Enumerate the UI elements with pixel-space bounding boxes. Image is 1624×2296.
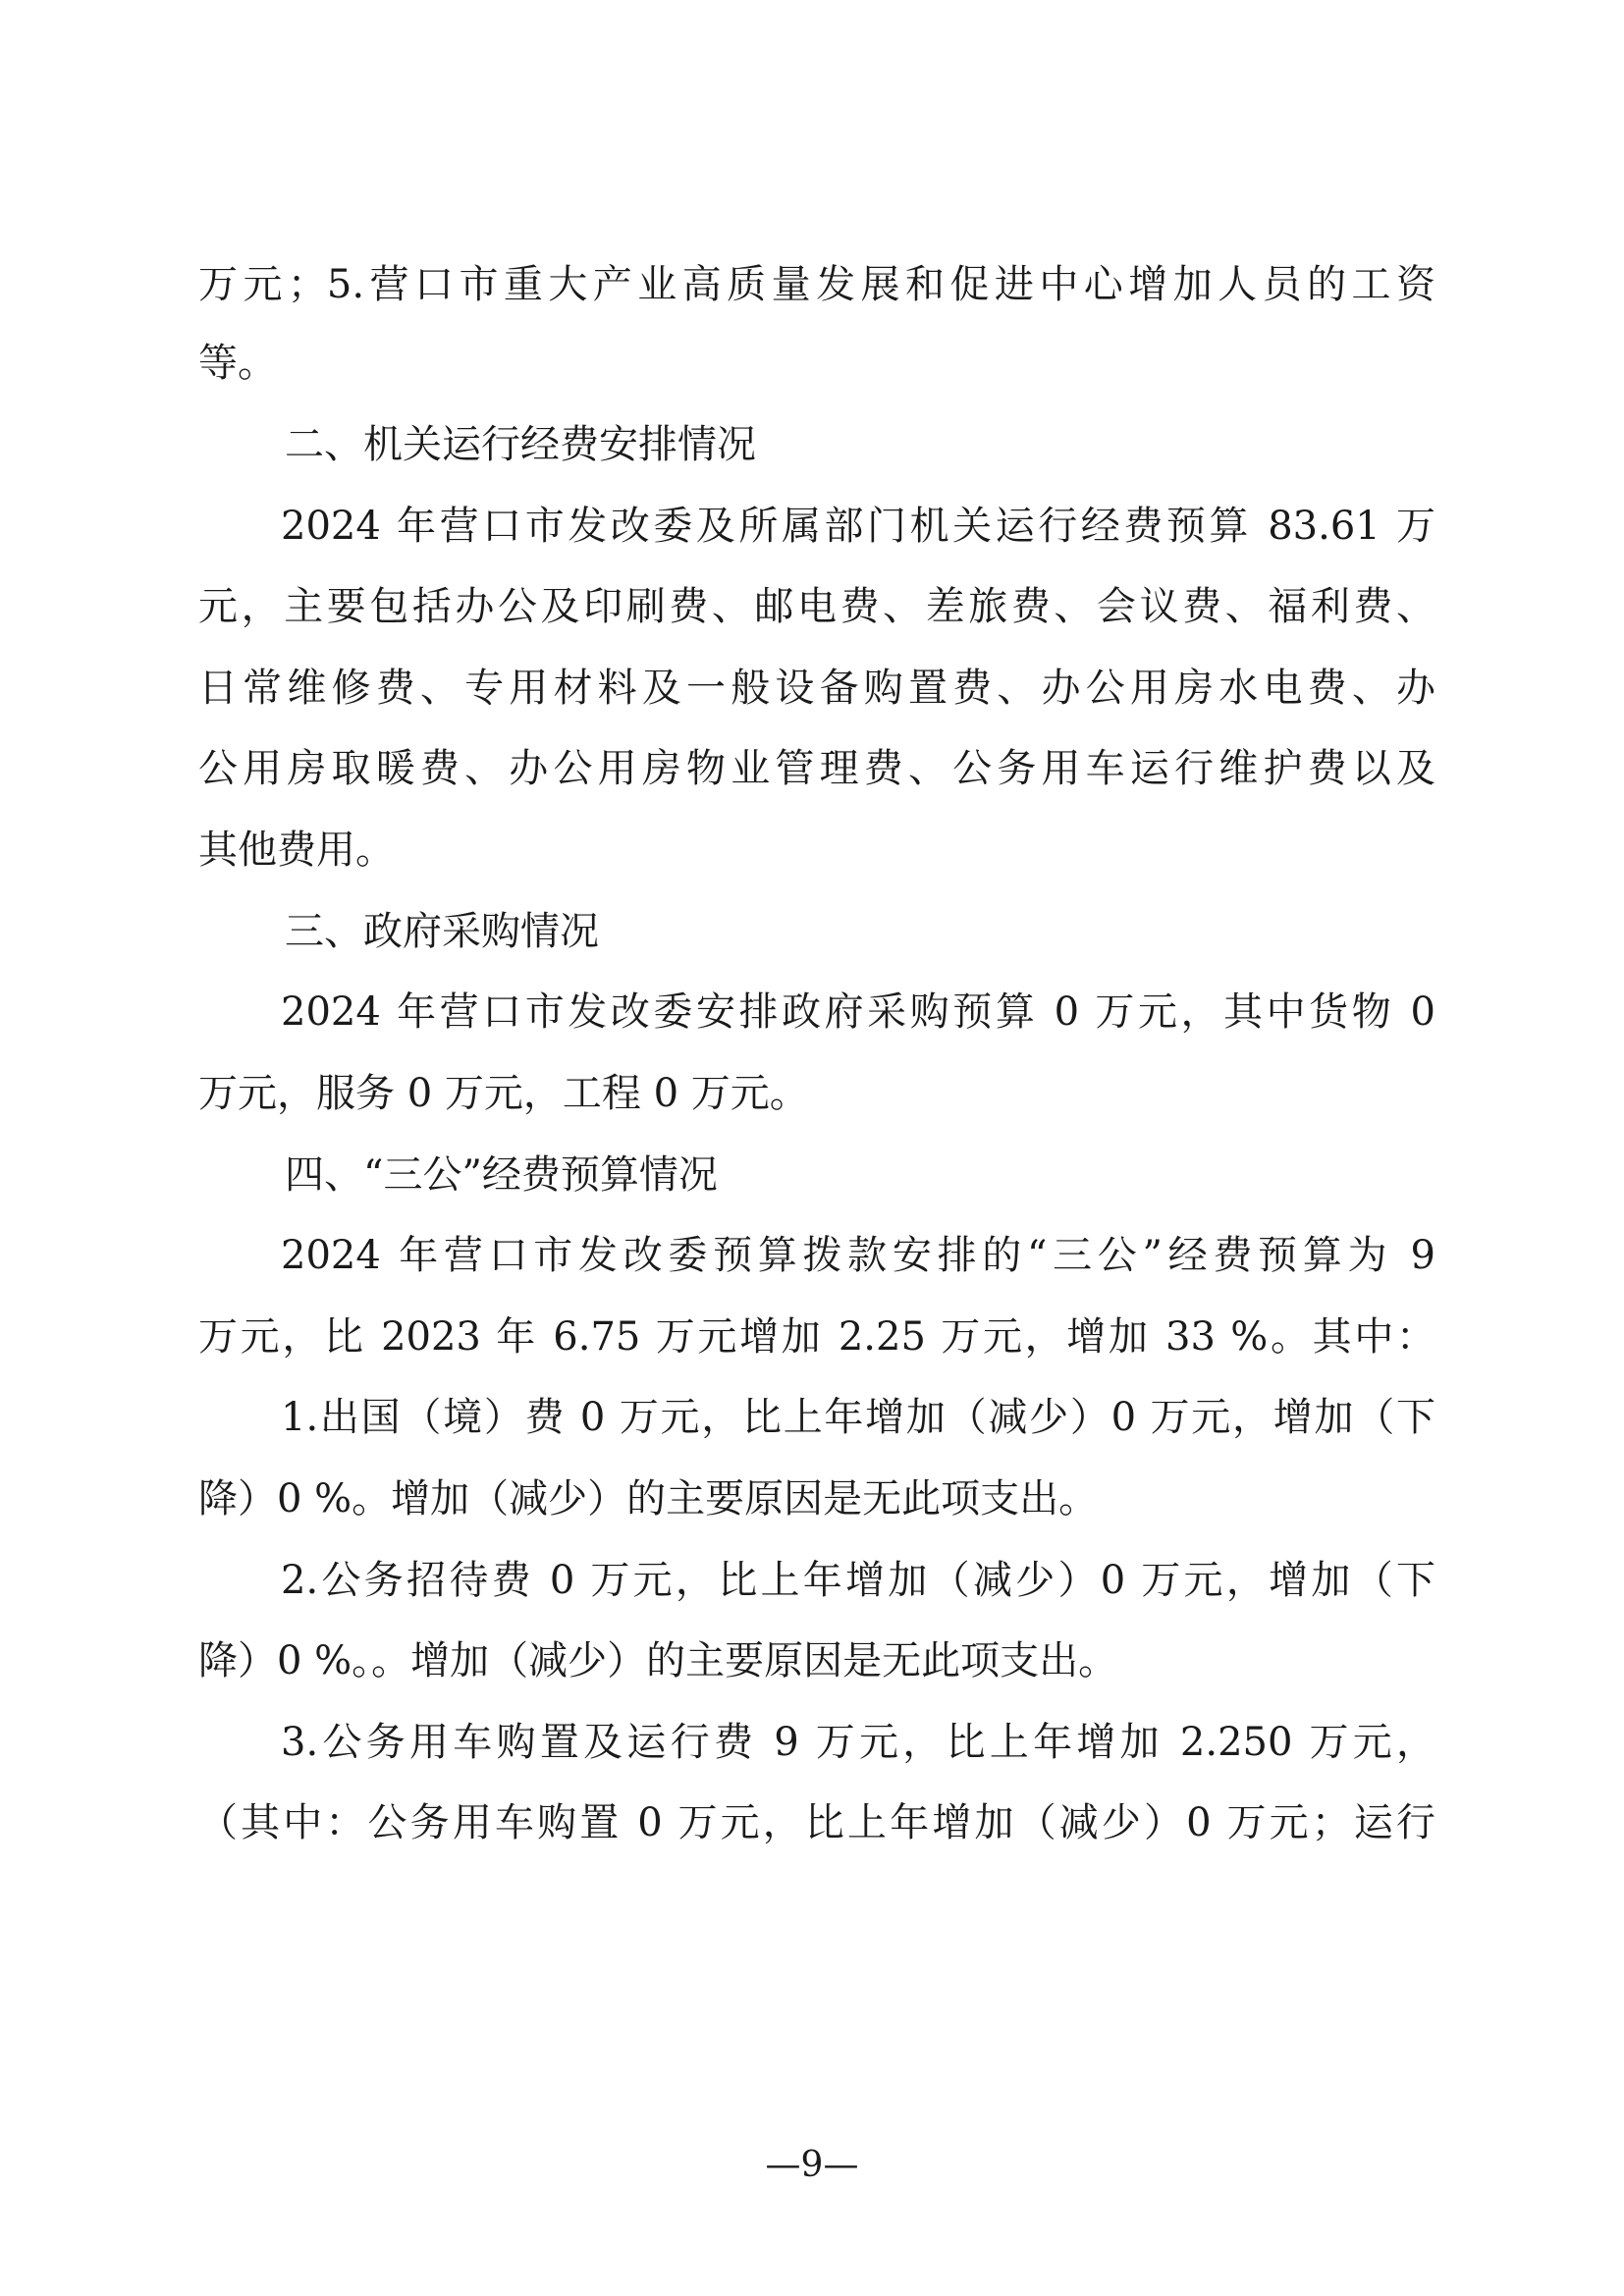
paragraph-line: 2024 年营口市发改委安排政府采购预算 0 万元，其中货物 0 <box>281 989 1435 1035</box>
page-number: —9— <box>765 2145 859 2185</box>
paragraph-line: 其他费用。 <box>198 828 395 873</box>
paragraph-line: 降）0 %。。增加（减少）的主要原因是无此项支出。 <box>198 1638 1118 1683</box>
paragraph-line: 2024 年营口市发改委预算拨款安排的“三公”经费预算为 9 <box>281 1233 1435 1278</box>
paragraph-line: 降）0 %。增加（减少）的主要原因是无此项支出。 <box>198 1476 1099 1522</box>
paragraph-line: 日常维修费、专用材料及一般设备购置费、办公用房水电费、办 <box>198 666 1435 711</box>
paragraph-line: 2.公务招待费 0 万元，比上年增加（减少）0 万元，增加（下 <box>281 1558 1435 1603</box>
paragraph-line: 等。 <box>198 341 277 386</box>
paragraph-line: （其中：公务用车购置 0 万元，比上年增加（减少）0 万元；运行 <box>198 1800 1435 1845</box>
section-heading: 四、“三公”经费预算情况 <box>285 1152 718 1198</box>
paragraph-line: 公用房取暖费、办公用房物业管理费、公务用车运行维护费以及 <box>198 746 1435 791</box>
paragraph-line: 万元，比 2023 年 6.75 万元增加 2.25 万元，增加 33 %。其中： <box>198 1314 1435 1360</box>
section-heading: 三、政府采购情况 <box>285 909 599 954</box>
paragraph-line: 1.出国（境）费 0 万元，比上年增加（减少）0 万元，增加（下 <box>281 1395 1435 1440</box>
paragraph-line: 万元；5.营口市重大产业高质量发展和促进中心增加人员的工资 <box>198 262 1435 307</box>
paragraph-line: 3.公务用车购置及运行费 9 万元，比上年增加 2.250 万元， <box>281 1720 1435 1765</box>
paragraph-line: 万元，服务 0 万元，工程 0 万元。 <box>198 1071 809 1116</box>
paragraph-line: 元，主要包括办公及印刷费、邮电费、差旅费、会议费、福利费、 <box>198 584 1435 629</box>
paragraph-line: 2024 年营口市发改委及所属部门机关运行经费预算 83.61 万 <box>281 504 1435 549</box>
section-heading: 二、机关运行经费安排情况 <box>285 422 756 467</box>
